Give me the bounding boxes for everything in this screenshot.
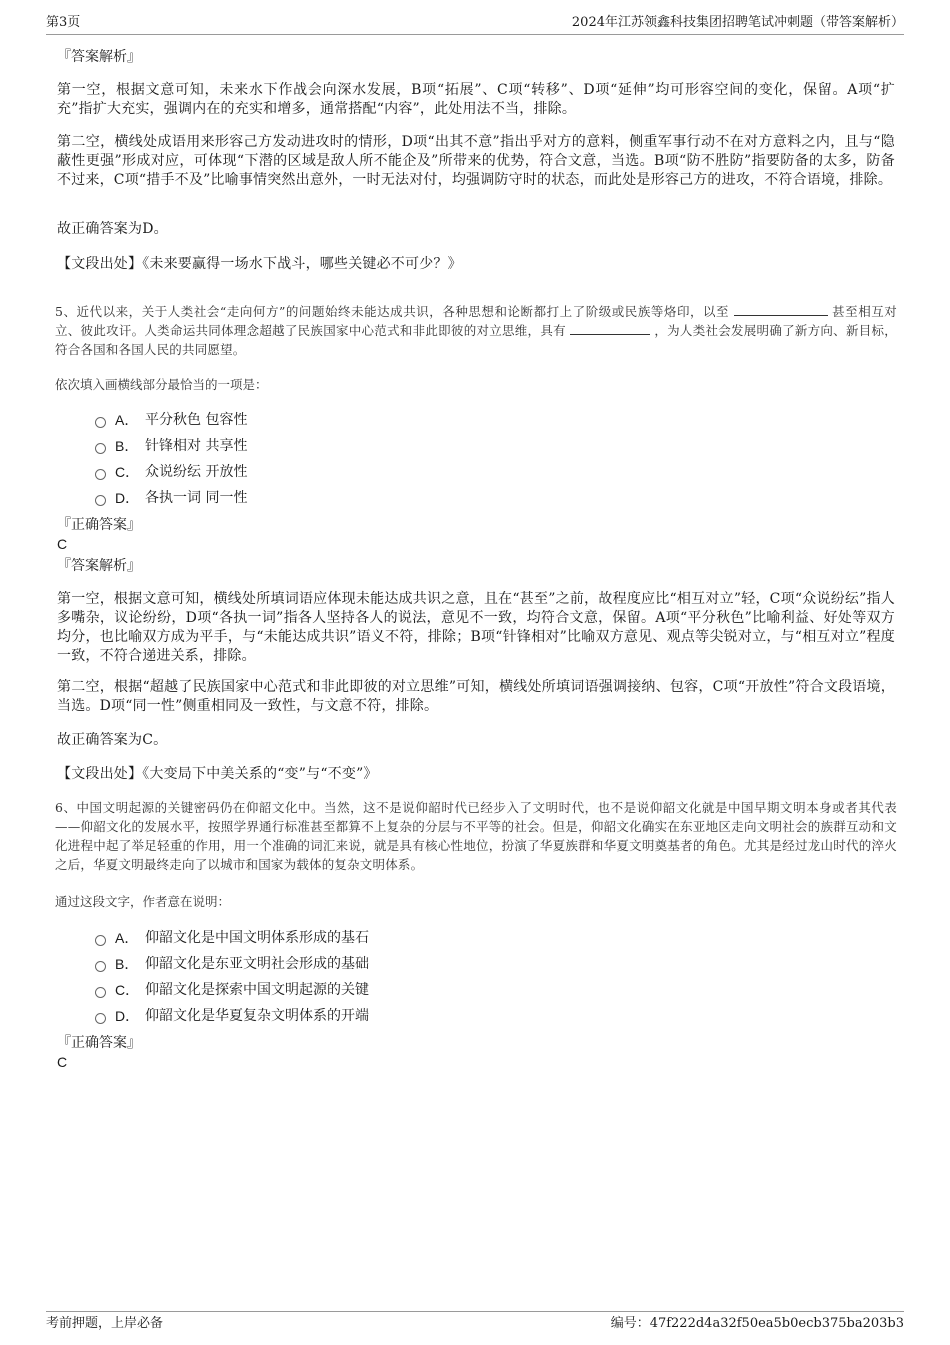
document-id: 编号：47f222d4a32f50ea5b0ecb375ba203b3 (610, 1316, 904, 1331)
q6-prompt: 通过这段文字，作者意在说明： (55, 894, 231, 909)
q6-option-a[interactable]: A． 仰韶文化是中国文明体系形成的基石 (95, 929, 369, 947)
radio-icon[interactable] (95, 987, 106, 998)
page-footer (46, 1311, 904, 1335)
radio-icon[interactable] (95, 417, 106, 428)
q5-correct-answer: C (57, 536, 68, 552)
q5-analysis-label: 『答案解析』 (57, 558, 141, 574)
radio-icon[interactable] (95, 443, 106, 454)
q6-stem: 6、中国文明起源的关键密码仍在仰韶文化中。当然，这不是说仰韶时代已经步入了文明时代，也不是说仰韶文化就是中国早期文明本身或者其代表——仰韶文化的发展水平，按照学界通行标准甚至都算不上复杂的分层与不平等的社会。但是，仰韶文化确实在东亚地区走向文明社会的族群互动和文化进程中起了举足轻重的作用，用一个准确的词汇来说，就是具有核心性地位，扮演了华夏族群和华夏文明奠基者的角色。尤其是经过龙山时代的淬火之后，华夏文明最终走向了以城市和国家为载体的复杂文明体系。 (55, 800, 897, 872)
radio-icon[interactable] (95, 1013, 106, 1024)
q4-analysis-label: 『答案解析』 (57, 49, 141, 65)
q5-prompt: 依次填入画横线部分最恰当的一项是： (55, 377, 268, 392)
q5-blank-1 (734, 303, 828, 316)
q5-correct-label: 『正确答案』 (57, 517, 141, 533)
q5-source: 【文段出处】《大变局下中美关系的“变”与“不变”》 (57, 766, 378, 782)
q6-option-b[interactable]: B． 仰韶文化是东亚文明社会形成的基础 (95, 955, 369, 973)
page-number: 第3页 (46, 15, 81, 30)
page-header (46, 14, 904, 35)
radio-icon[interactable] (95, 495, 106, 506)
document-title: 2024年江苏领鑫科技集团招聘笔试冲刺题（带答案解析） (571, 15, 904, 30)
q4-analysis-paragraph-1: 第一空，根据文意可知，未来水下作战会向深水发展，B项“拓展”、C项“转移”、D项“延伸”均可形容空间的变化，保留。A项“扩充”指扩大充实，强调内在的充实和增多，通常搭配“内容”，此处用法不当，排除。 (57, 82, 895, 117)
q4-source: 【文段出处】《未来要赢得一场水下战斗，哪些关键必不可少？》 (57, 256, 462, 272)
q5-option-c[interactable]: C． 众说纷纭 开放性 (95, 463, 247, 481)
q5-stem: 5、近代以来，关于人类社会“走向何方”的问题始终未能达成共识，各种思想和论断都打上了阶级或民族等烙印，以至 甚至相互对立、彼此攻讦。人类命运共同体理念超越了民族国家中心范式和非此即彼的对立思维，具有 ，为人类社会发展明确了新方向、新目标，符合各国和各国人民的共同愿望。 (55, 304, 897, 357)
footer-slogan: 考前押题，上岸必备 (46, 1316, 164, 1331)
q6-option-c[interactable]: C． 仰韶文化是探索中国文明起源的关键 (95, 981, 369, 999)
q6-correct-answer: C (57, 1054, 68, 1070)
q5-blank-2 (570, 322, 650, 335)
q4-analysis-paragraph-2: 第二空，横线处成语用来形容己方发动进攻时的情形，D项“出其不意”指出乎对方的意料，侧重军事行动不在对方意料之内，且与“隐蔽性更强”形成对应，可体现“下潜的区域是敌人所不能企及”所带来的优势，符合文意，当选。B项“防不胜防”指要防备的太多，防备不过来，C项“措手不及”比喻事情突然出意外，一时无法对付，均强调防守时的状态，而此处是形容己方的进攻，不符合语境，排除。 (57, 134, 895, 188)
q5-analysis-paragraph-2: 第二空，根据“超越了民族国家中心范式和非此即彼的对立思维”可知，横线处所填词语强调接纳、包容，C项“开放性”符合文段语境，当选。D项“同一性”侧重相同及一致性，与文意不符，排除。 (57, 679, 895, 714)
q5-option-b[interactable]: B． 针锋相对 共享性 (95, 437, 247, 455)
q6-correct-label: 『正确答案』 (57, 1035, 141, 1051)
radio-icon[interactable] (95, 935, 106, 946)
q5-analysis-conclusion: 故正确答案为C。 (57, 732, 168, 748)
radio-icon[interactable] (95, 961, 106, 972)
q4-analysis-conclusion: 故正确答案为D。 (57, 221, 168, 237)
q5-option-d[interactable]: D． 各执一词 同一性 (95, 489, 247, 507)
q6-option-d[interactable]: D． 仰韶文化是华夏复杂文明体系的开端 (95, 1007, 369, 1025)
radio-icon[interactable] (95, 469, 106, 480)
q5-analysis-paragraph-1: 第一空，根据文意可知，横线处所填词语应体现未能达成共识之意，且在“甚至”之前，故程度应比“相互对立”轻，C项“众说纷纭”指人多嘴杂，议论纷纷，D项“各执一词”指各人坚持各人的说法，意见不一致，均符合文意，保留。A项“平分秋色”比喻利益、好处等双方均分，也比喻双方成为平手，与“未能达成共识”语义不符，排除；B项“针锋相对”比喻双方意见、观点等尖锐对立，与“相互对立”程度一致，不符合递进关系，排除。 (57, 591, 895, 664)
q5-option-a[interactable]: A． 平分秋色 包容性 (95, 411, 247, 429)
